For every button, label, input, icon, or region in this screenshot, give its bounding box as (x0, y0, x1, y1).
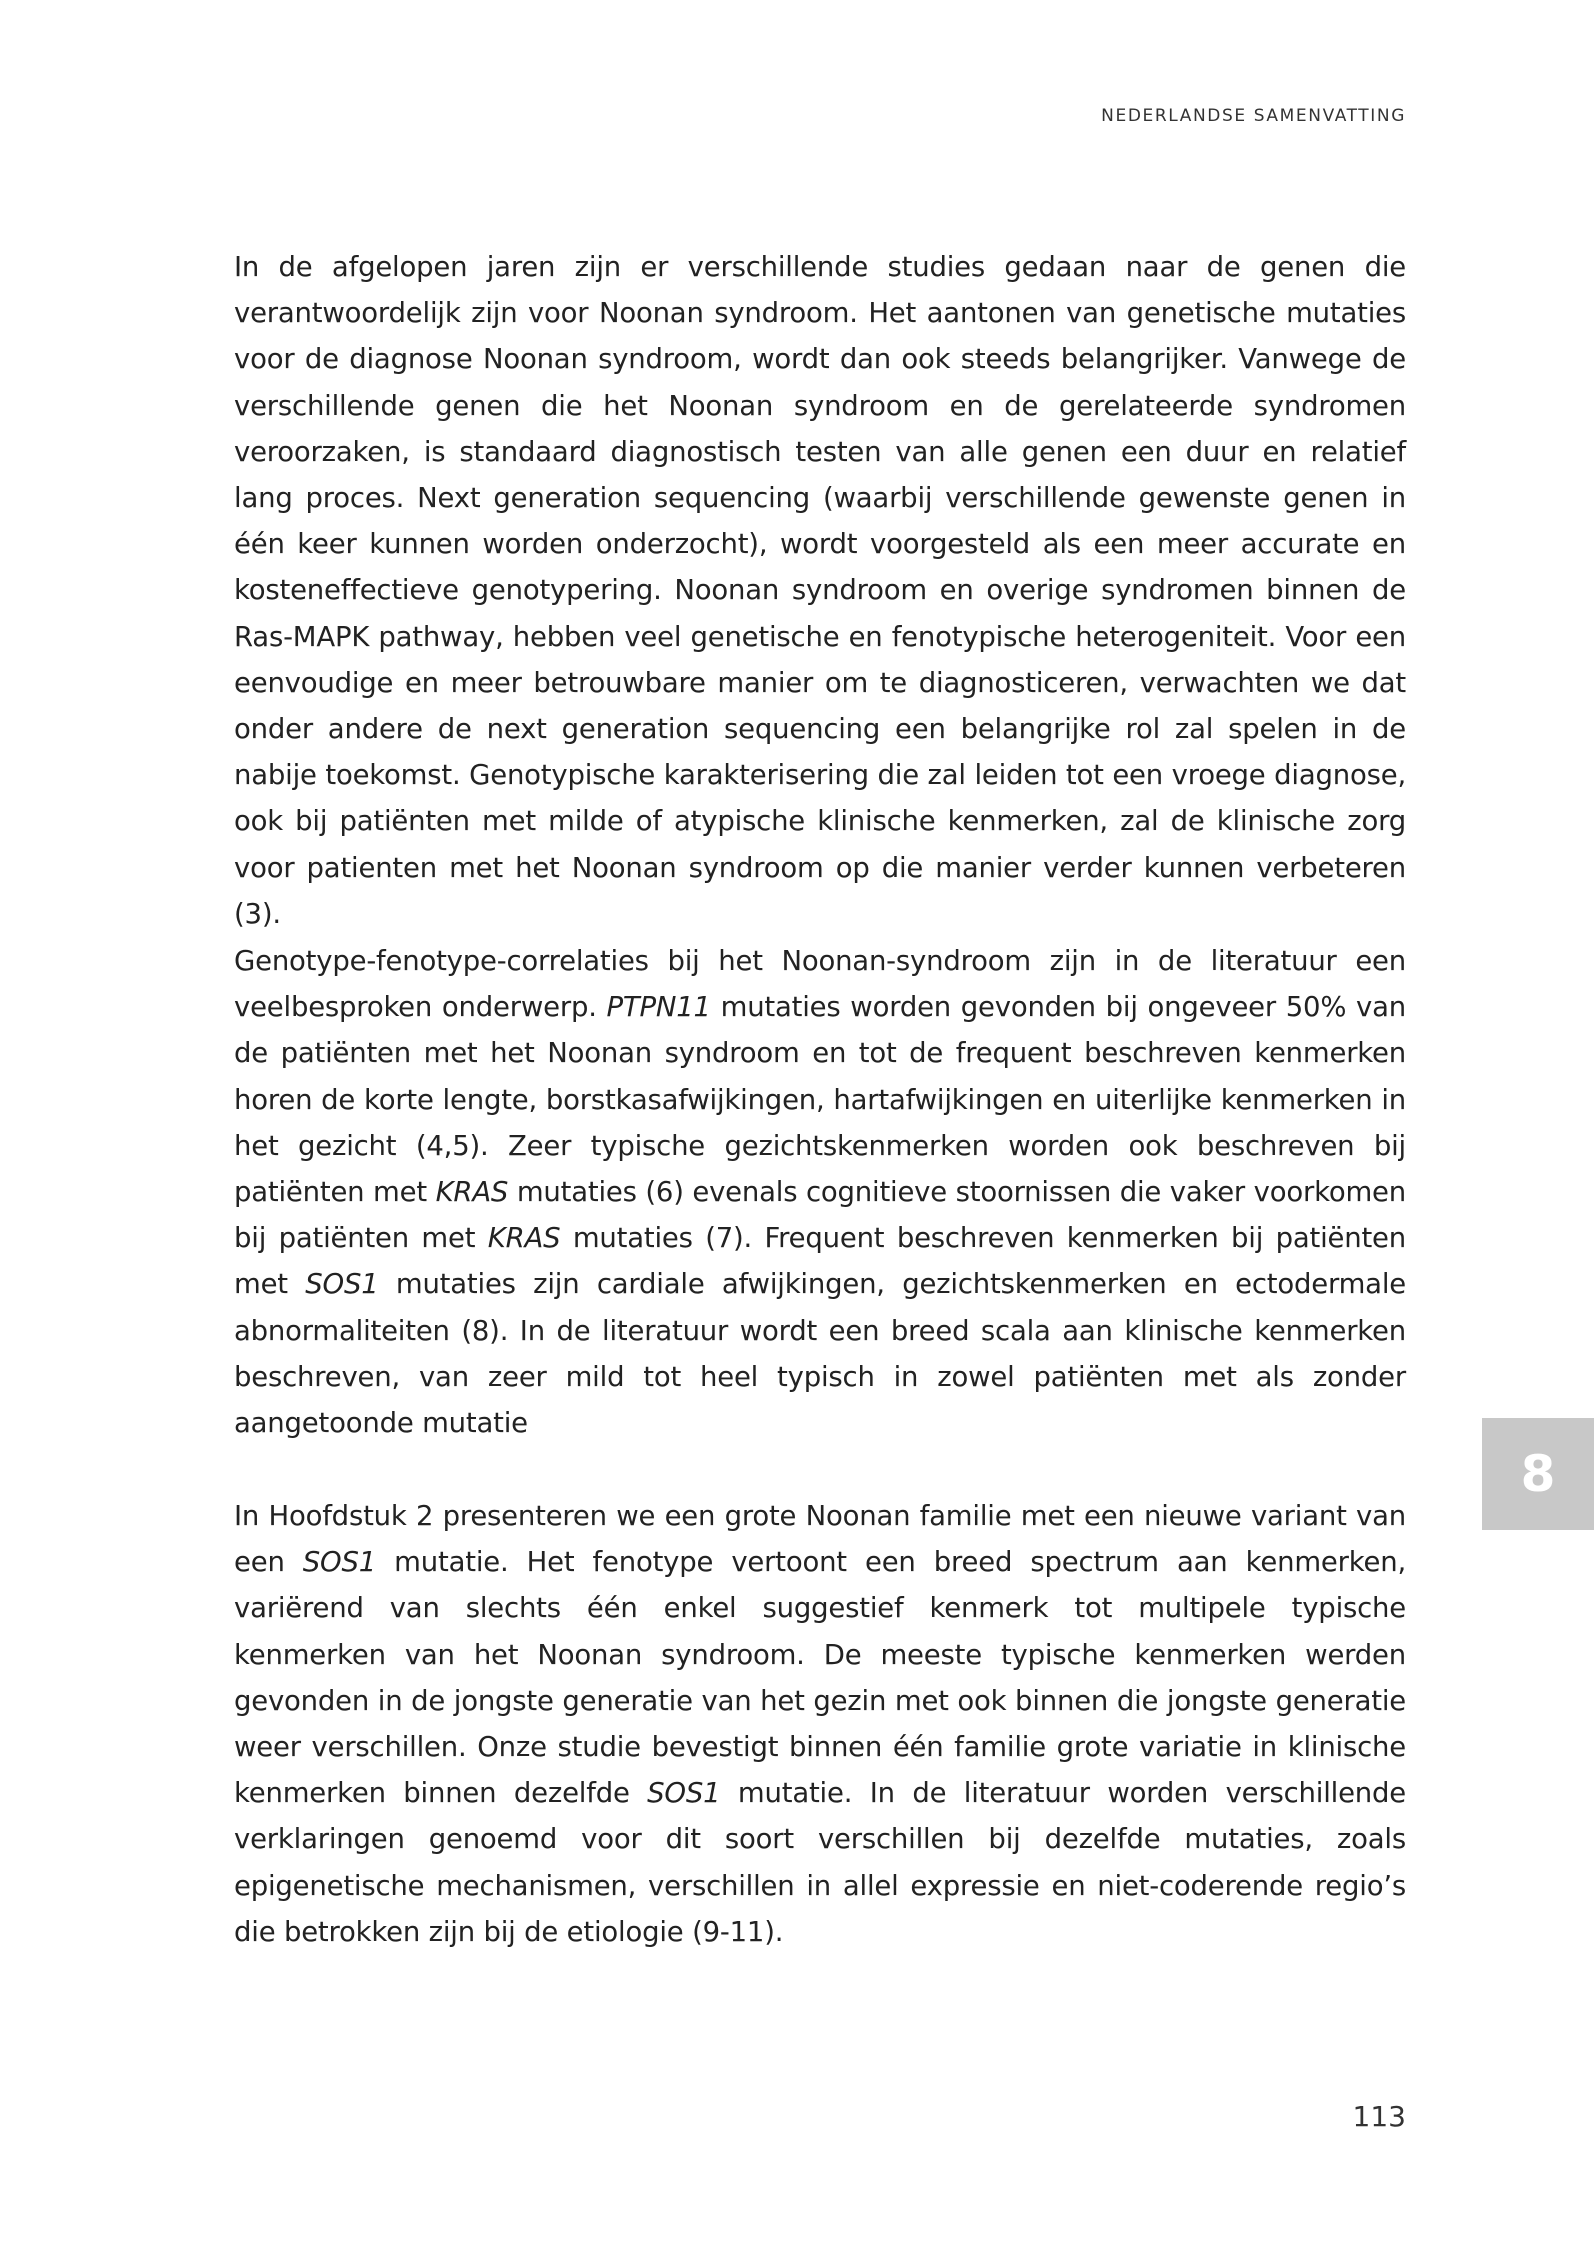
gene-name-kras: KRAS (487, 1222, 561, 1255)
paragraph-2 (234, 938, 1406, 1446)
running-header: NEDERLANDSE SAMENVATTING (1101, 106, 1406, 126)
paragraph-3-text-2: mutatie. Het fenotype vertoont een breed spectrum aan kenmerken, variërend van slechts één enkel suggestief kenmerk tot multipele typische kenmerken van het Noonan syndroom. De meeste typische kenmerken werden gevonden in de jongste generatie van het gezin met ook binnen die jongste generatie weer verschillen. Onze studie bevestigt binnen één familie grote variatie in klinische kenmerken binnen dezelfde (234, 1546, 1406, 1810)
paragraph-3 (234, 1493, 1406, 1955)
gene-name-sos1: SOS1 (302, 1546, 377, 1579)
gene-name-ptpn11: PTPN11 (606, 991, 711, 1024)
paragraph-2-text-2: mutaties worden gevonden bij ongeveer 50% van de patiënten met het Noonan syndroom en tot de frequent beschreven kenmerken horen de korte lengte, borstkasafwijkingen, hartafwijkingen en uiterlijke kenmerken in het gezicht (4,5). Zeer typische gezichtskenmerken worden ook beschreven bij patiënten met (234, 991, 1406, 1209)
paragraph-2-text-3: mutaties (6) evenals cognitieve stoornissen die vaker voorkomen bij patiënten met (234, 1176, 1407, 1255)
gene-name-sos1: SOS1 (305, 1268, 379, 1301)
chapter-tab (1482, 1418, 1594, 1530)
paragraph-2-text-4: mutaties (7). Frequent beschreven kenmerken bij patiënten met (234, 1222, 1406, 1301)
paragraph-2-text-1: Genotype-fenotype-correlaties bij het Noonan-syndroom zijn in de literatuur een veelbesproken onderwerp. (234, 945, 1406, 1024)
chapter-number: 8 (1520, 1445, 1556, 1503)
paragraph-3-text-1: In Hoofdstuk 2 presenteren we een grote Noonan familie met een nieuwe variant van een (234, 1500, 1406, 1579)
gene-name-kras: KRAS (435, 1176, 509, 1209)
page-number: 113 (1352, 2100, 1406, 2133)
paragraph-3-text-3: mutatie. In de literatuur worden verschillende verklaringen genoemd voor dit soort verschillen bij dezelfde mutaties, zoals epigenetische mechanismen, verschillen in allel expressie en niet-coderende regio’s die betrokken zijn bij de etiologie (9-11). (234, 1777, 1407, 1948)
gene-name-sos1: SOS1 (647, 1777, 721, 1810)
paragraph-1: In de afgelopen jaren zijn er verschillende studies gedaan naar de genen die verantwoordelijk zijn voor Noonan syndroom. Het aantonen van genetische mutaties voor de diagnose Noonan syndroom, wordt dan ook steeds belangrijker. Vanwege de verschillende genen die het Noonan syndroom en de gerelateerde syndromen veroorzaken, is standaard diagnostisch testen van alle genen een duur en relatief lang proces. Next generation sequencing (waarbij verschillende gewenste genen in één keer kunnen worden onderzocht), wordt voorgesteld als een meer accurate en kosteneffectieve genotypering. Noonan syndroom en overige syndromen binnen de Ras-MAPK pathway, hebben veel genetische en fenotypische heterogeniteit. Voor een eenvoudige en meer betrouwbare manier om te diagnosticeren, verwachten we dat onder andere de next generation sequencing een belangrijke rol zal spelen in de nabije toekomst. Genotypische karakterisering die zal leiden tot een vroege diagnose, ook bij patiënten met milde of atypische klinische kenmerken, zal de klinische zorg voor patienten met het Noonan syndroom op die manier verder kunnen verbeteren (3). (234, 251, 1406, 930)
paragraph-2-text-5: mutaties zijn cardiale afwijkingen, gezichtskenmerken en ectodermale abnormaliteiten (8). In de literatuur wordt een breed scala aan klinische kenmerken beschreven, van zeer mild tot heel typisch in zowel patiënten met als zonder aangetoonde mutatie (234, 1268, 1406, 1440)
